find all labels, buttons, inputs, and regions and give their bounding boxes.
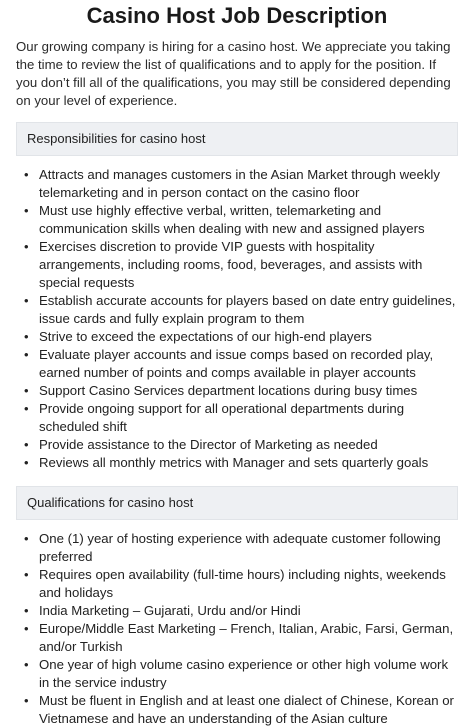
list-item — [24, 692, 458, 728]
bullet-icon: • — [24, 567, 29, 582]
bullet-icon: • — [24, 531, 29, 546]
list-item-text: Establish accurate accounts for players based on date entry guidelines, issue cards and fully explain program to them — [39, 293, 456, 326]
list-item-text: Support Casino Services department locations during busy times — [39, 383, 418, 398]
list-item — [24, 656, 458, 692]
list-item-text: Provide assistance to the Director of Marketing as needed — [39, 437, 378, 452]
list-item — [24, 602, 458, 620]
bullet-icon: • — [24, 621, 29, 636]
bullet-icon: • — [24, 657, 29, 672]
qualifications-list — [16, 530, 458, 728]
list-item — [24, 454, 458, 472]
list-item — [24, 166, 458, 202]
list-item-text: One year of high volume casino experience or other high volume work in the service industry — [39, 657, 449, 690]
responsibilities-list — [16, 166, 458, 472]
qualifications-header: Qualifications for casino host — [16, 486, 458, 520]
list-item — [24, 530, 458, 566]
list-item-text: India Marketing – Gujarati, Urdu and/or Hindi — [39, 603, 301, 618]
list-item — [24, 292, 458, 328]
bullet-icon: • — [24, 167, 29, 182]
list-item — [24, 328, 458, 346]
bullet-icon: • — [24, 437, 29, 452]
list-item — [24, 400, 458, 436]
bullet-icon: • — [24, 401, 29, 416]
page-title: Casino Host Job Description — [86, 3, 388, 28]
bullet-icon: • — [24, 603, 29, 618]
list-item-text: Must be fluent in English and at least one dialect of Chinese, Korean or Vietnamese and have an understanding of the Asian culture — [39, 693, 454, 726]
list-item — [24, 382, 458, 400]
list-item-text: Requires open availability (full-time hours) including nights, weekends and holidays — [39, 567, 446, 600]
list-item-text: Provide ongoing support for all operational departments during scheduled shift — [39, 401, 405, 434]
list-item — [24, 238, 458, 292]
bullet-icon: • — [24, 239, 29, 254]
list-item-text: Exercises discretion to provide VIP guests with hospitality arrangements, including rooms, food, beverages, and assists with special requests — [39, 239, 423, 290]
bullet-icon: • — [24, 347, 29, 362]
list-item-text: Strive to exceed the expectations of our high-end players — [39, 329, 372, 344]
list-item-text: Reviews all monthly metrics with Manager and sets quarterly goals — [39, 455, 429, 470]
list-item-text: Attracts and manages customers in the Asian Market through weekly telemarketing and in person contact on the casino floor — [39, 167, 440, 200]
list-item — [24, 346, 458, 382]
responsibilities-header: Responsibilities for casino host — [16, 122, 458, 156]
list-item — [24, 436, 458, 454]
list-item-text: Evaluate player accounts and issue comps based on recorded play, earned number of points and comps available in player accounts — [39, 347, 434, 380]
bullet-icon: • — [24, 693, 29, 708]
intro-paragraph: Our growing company is hiring for a casino host. We appreciate you taking the time to review the list of qualifications and to apply for the position. If you don’t fill all of the qualifications, you may still be considered depending on your level of experience. — [16, 39, 451, 108]
list-item — [24, 566, 458, 602]
list-item-text: Europe/Middle East Marketing – French, Italian, Arabic, Farsi, German, and/or Turkish — [39, 621, 454, 654]
bullet-icon: • — [24, 203, 29, 218]
list-item-text: One (1) year of hosting experience with adequate customer following preferred — [39, 531, 441, 564]
bullet-icon: • — [24, 455, 29, 470]
bullet-icon: • — [24, 383, 29, 398]
list-item-text: Must use highly effective verbal, written, telemarketing and communication skills when dealing with new and assigned players — [39, 203, 425, 236]
bullet-icon: • — [24, 329, 29, 344]
bullet-icon: • — [24, 293, 29, 308]
list-item — [24, 620, 458, 656]
list-item — [24, 202, 458, 238]
